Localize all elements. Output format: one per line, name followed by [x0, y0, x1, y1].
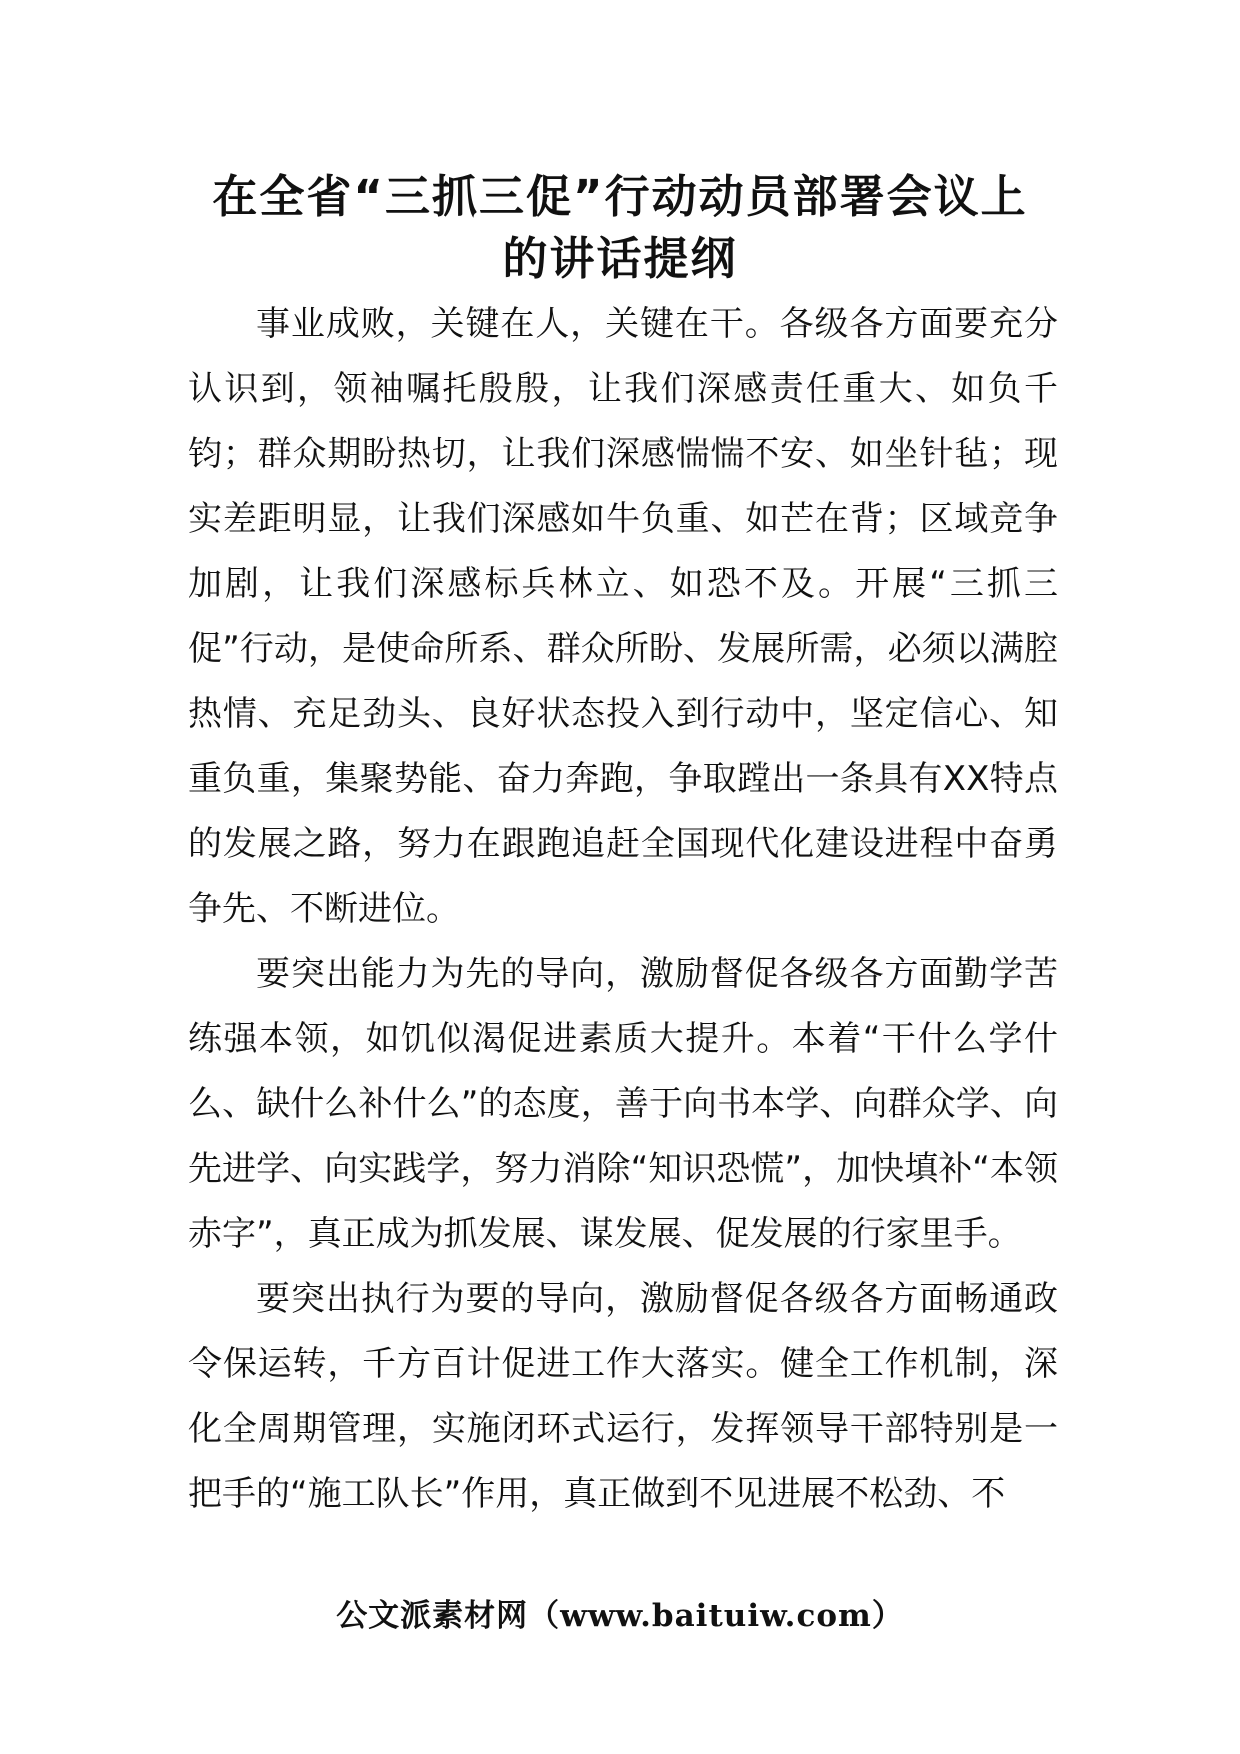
- paragraph: 要突出能力为先的导向，激励督促各级各方面勤学苦练强本领，如饥似渴促进素质大提升。本着“干什么学什么、缺什么补什么”的态度，善于向书本学、向群众学、向先进学、向实践学，努力消除“知识恐慌”，加快填补“本领赤字”，真正成为抓发展、谋发展、促发展的行家里手。: [188, 954, 1058, 1254]
- paragraph: 要突出执行为要的导向，激励督促各级各方面畅通政令保运转，千方百计促进工作大落实。健全工作机制，深化全周期管理，实施闭环式运行，发挥领导干部特别是一把手的“施工队长”作用，真正做到不见进展不松劲、不: [188, 1279, 1058, 1514]
- paragraph: 事业成败，关键在人，关键在干。各级各方面要充分认识到，领袖嘱托殷殷，让我们深感责任重大、如负千钧；群众期盼热切，让我们深感惴惴不安、如坐针毡；现实差距明显，让我们深感如牛负重、如芒在背；区域竞争加剧，让我们深感标兵林立、如恐不及。开展“三抓三促”行动，是使命所系、群众所盼、发展所需，必须以满腔热情、充足劲头、良好状态投入到行动中，坚定信心、知重负重，集聚势能、奋力奔跑，争取蹚出一条具有XX特点的发展之路，努力在跟跑追赶全国现代化建设进程中奋勇争先、不断进位。: [188, 304, 1058, 929]
- title-line-1: 在全省“三抓三促”行动动员部署会议上: [212, 170, 1028, 223]
- title-line-2: 的讲话提纲: [502, 232, 738, 285]
- footer-watermark: 公文派素材网（www.baituiw.com）: [336, 1598, 904, 1634]
- document-title: [150, 166, 1090, 290]
- document-body: [188, 292, 1058, 1527]
